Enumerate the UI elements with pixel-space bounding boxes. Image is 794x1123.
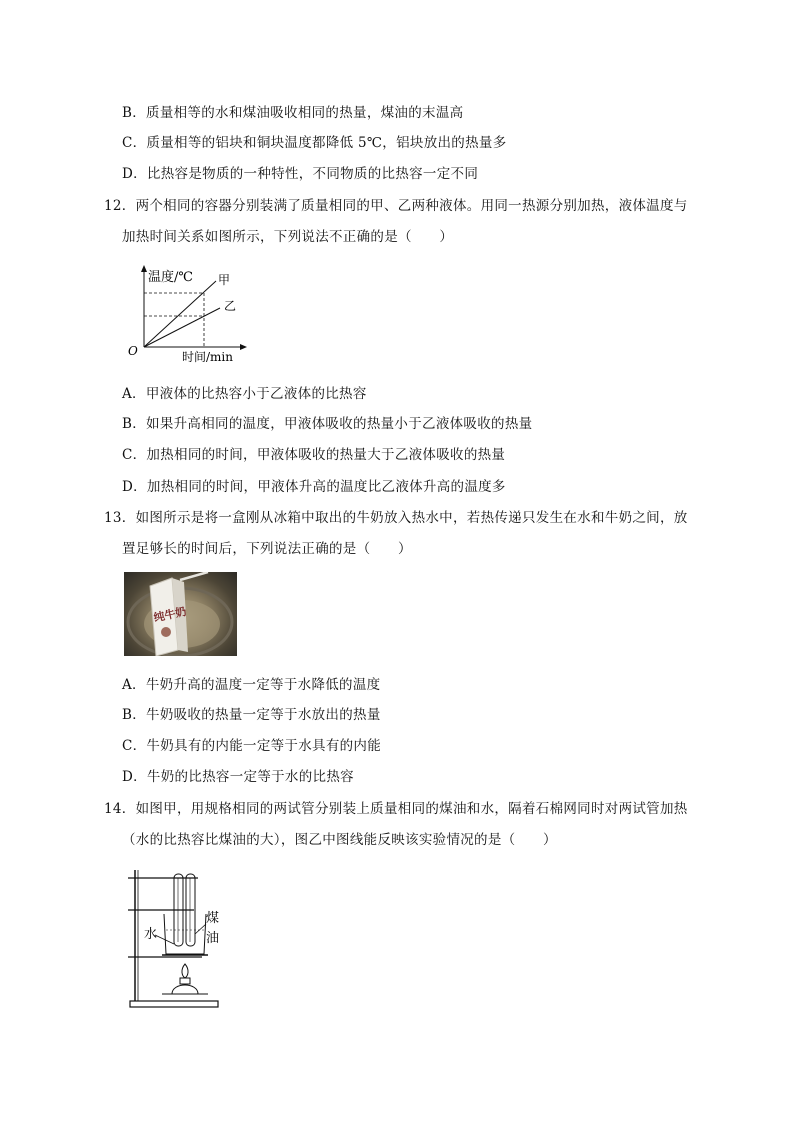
- milk-carton-label: 纯牛奶: [152, 604, 188, 625]
- label-kerosene-1: 煤: [206, 911, 220, 926]
- q12-y-arrow: [141, 265, 147, 272]
- q12-option-c: C．加热相同的时间，甲液体吸收的热量大于乙液体吸收的热量: [122, 447, 506, 463]
- q13-option-a: A．牛奶升高的温度一定等于水降低的温度: [122, 677, 381, 693]
- q11-option-d: D．比热容是物质的一种特性，不同物质的比热容一定不同: [122, 166, 479, 182]
- flame: [182, 964, 188, 978]
- q14-heating-apparatus-figure: [122, 864, 232, 1014]
- q11-option-b: B．质量相等的水和煤油吸收相同的热量，煤油的末温高: [122, 105, 464, 121]
- label-water: 水: [144, 927, 158, 942]
- q12-stem-line1: 12．两个相同的容器分别装满了质量相同的甲、乙两种液体。用同一热源分别加热，液体温度与: [104, 198, 688, 214]
- q12-option-b: B．如果升高相同的温度，甲液体吸收的热量小于乙液体吸收的热量: [122, 416, 533, 432]
- q12-option-a: A．甲液体的比热容小于乙液体的比热容: [122, 386, 367, 402]
- q13-option-d: D．牛奶的比热容一定等于水的比热容: [122, 769, 354, 785]
- beaker: [164, 914, 206, 954]
- q12-option-d: D．加热相同的时间，甲液体升高的温度比乙液体升高的温度多: [122, 479, 506, 495]
- q12-origin: O: [128, 344, 138, 358]
- q11-option-c: C．质量相等的铝块和铜块温度都降低 5℃，铝块放出的热量多: [122, 135, 507, 151]
- q12-y-label: 温度/℃: [148, 270, 193, 285]
- q14-stem-line1: 14．如图甲，用规格相同的两试管分别装上质量相同的煤油和水，隔着石棉网同时对两试管加热: [104, 801, 688, 817]
- alcohol-lamp: [172, 985, 198, 994]
- label-kerosene-2: 油: [206, 931, 220, 946]
- q13-stem-line2: 置足够长的时间后，下列说法正确的是（ ）: [122, 541, 412, 557]
- q13-milk-in-water-photo: [124, 572, 237, 656]
- q13-stem-line1: 13．如图所示是将一盒刚从冰箱中取出的牛奶放入热水中，若热传递只发生在水和牛奶之间，放: [104, 510, 688, 526]
- q12-label-jia: 甲: [218, 273, 231, 287]
- q12-x-label: 时间/min: [182, 350, 233, 364]
- q12-x-arrow: [240, 344, 247, 350]
- q12-line-jia: [144, 281, 216, 347]
- q12-line-yi: [144, 308, 220, 347]
- q12-stem-line2: 加热时间关系如图所示，下列说法不正确的是（ ）: [122, 229, 454, 245]
- q14-stem-line2: （水的比热容比煤油的大），图乙中图线能反映该实验情况的是（ ）: [122, 832, 557, 848]
- q13-option-b: B．牛奶吸收的热量一定等于水放出的热量: [122, 707, 381, 723]
- q13-option-c: C．牛奶具有的内能一定等于水具有的内能: [122, 738, 382, 754]
- q12-label-yi: 乙: [224, 299, 237, 313]
- q12-temperature-time-graph: [118, 262, 258, 366]
- stand-base: [130, 1001, 218, 1007]
